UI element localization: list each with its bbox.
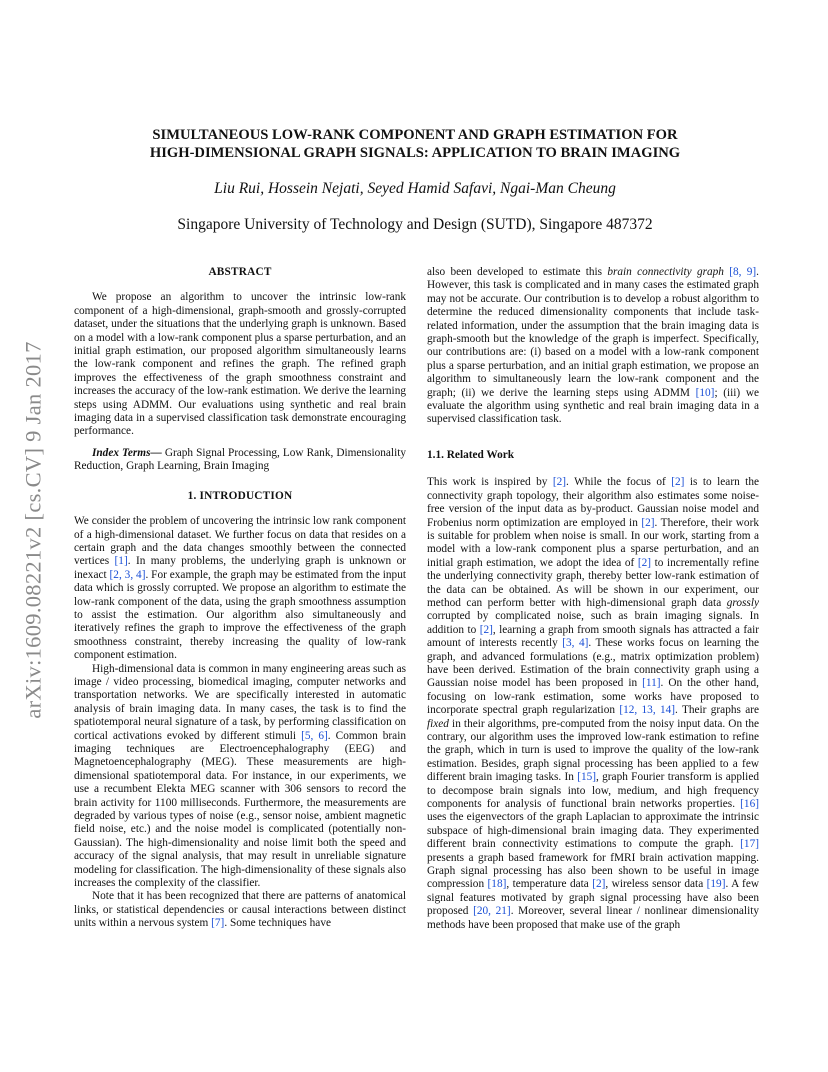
contributions-paragraph: also been developed to estimate this brain connectivity graph [8, 9]. However, this task is complicated and in many cases the estimated graph may not be accurate. Our contribution is to develop a robust algorithm to determine the reduced dimensionality components that include task-related information, under the assumption that the brain imaging data is graph-smooth but the knowledge of the graph is imperfect. Specifically, our contributions are: (i) based on a model with a low-rank component plus a sparse perturbation, and an initial graph estimation, we propose an algorithm to simultaneously learn the low-rank component and the graph; (ii) we derive the learning steps using ADMM [10]; (iii) we evaluate the algorithm using synthetic and real brain imaging data in a supervised classification task. xyxy=(427,266,759,426)
arxiv-identifier-text: arXiv:1609.08221v2 [cs.CV] 9 Jan 2017 xyxy=(21,341,46,719)
citation-link[interactable]: [2] xyxy=(637,556,652,569)
arxiv-identifier-stamp xyxy=(14,300,54,760)
intro-paragraph-2: High-dimensional data is common in many engineering areas such as image / video processing, biomedical imaging, computer networks and transportation networks. We are specifically interested in automatic analysis of brain imaging data. In many cases, the task is to find the spatiotemporal neural signature of a task, by performing classification on cortical activations evoked by different stimuli [5, 6]. Common brain imaging techniques are Electroencephalography (EEG) and Magnetoencephalography (MEG). These measurements are high-dimensional spatiotemporal data. For instance, in our experiments, we use a recumbent Elekta MEG scanner with 306 sensors to record the brain activity for 1100 milliseconds. Furthermore, the measurements are degraded by various types of noise (e.g., sensor noise, ambient magnetic field noise, etc.) and the noise model is complicated (potentially non-Gaussian). The high-dimensionality and noise limit both the speed and accuracy of the signal analysis, that may result in unreliable signature modeling for classification. The high-dimensionality of these signals also increases the complexity of the classifier. xyxy=(74,662,406,890)
citation-link[interactable]: [12, 13, 14] xyxy=(619,704,676,717)
abstract-body: We propose an algorithm to uncover the intrinsic low-rank component of a high-dimensional, graph-smooth and grossly-corrupted dataset, under the situations that the underlying graph is unknown. Based on a model with a low-rank component plus a sparse perturbation, and an initial graph estimation, our proposed algorithm simultaneously learns the low-rank component and refines the graph. The refined graph improves the effectiveness of the graph smoothness constraint and increases the accuracy of the low-rank estimation. We derive the learning steps using ADMM. Our evaluations using synthetic and real brain imaging data in a supervised classification task demonstrate encouraging performance. xyxy=(74,291,406,438)
citation-link[interactable]: [2, 3, 4] xyxy=(109,568,146,581)
intro-paragraph-1: We consider the problem of uncovering the intrinsic low rank component of a high-dimensional dataset. We further focus on data that resides on a certain graph and the data changes smoothly between the connected vertices [1]. In many problems, the underlying graph is unknown or inexact [2, 3, 4]. For example, the graph may be estimated from the input data which is grossly corrupted. We propose an algorithm to estimate the low-rank component of the data, using the graph smoothness assumption to assist the estimation. Our algorithm also simultaneously and iteratively refines the graph to improve the effectiveness of the graph smoothness constraint, thereby increasing the quality of low-rank component estimation. xyxy=(74,515,406,662)
paper-title xyxy=(70,126,760,162)
citation-link[interactable]: [2] xyxy=(671,476,685,489)
citation-link[interactable]: [3, 4] xyxy=(562,637,589,650)
index-terms xyxy=(74,447,406,474)
citation-link[interactable]: [2] xyxy=(479,623,493,636)
paper-affiliation: Singapore University of Technology and Design (SUTD), Singapore 487372 xyxy=(177,216,653,233)
citation-link[interactable]: [16] xyxy=(740,798,759,811)
citation-link[interactable]: [10] xyxy=(695,386,715,399)
paper-title-line-2: HIGH-DIMENSIONAL GRAPH SIGNALS: APPLICATION TO BRAIN IMAGING xyxy=(149,145,681,161)
citation-link[interactable]: [8, 9] xyxy=(729,266,757,278)
citation-link[interactable]: [17] xyxy=(740,838,759,851)
citation-link[interactable]: [18] xyxy=(487,878,507,891)
citation-link[interactable]: [2] xyxy=(592,878,606,891)
citation-link[interactable]: [1] xyxy=(114,555,128,568)
paper-authors: Liu Rui, Hossein Nejati, Seyed Hamid Safavi, Ngai-Man Cheung xyxy=(214,180,616,197)
citation-link[interactable]: [2] xyxy=(552,476,567,489)
index-terms-label: Index Terms— xyxy=(92,446,162,459)
citation-link[interactable]: [7] xyxy=(211,917,225,930)
abstract-heading: ABSTRACT xyxy=(208,266,272,278)
citation-link[interactable]: [5, 6] xyxy=(301,729,328,742)
index-terms-list: Graph Signal Processing, Low Rank, Dimensionality Reduction, Graph Learning, Brain Imaging xyxy=(74,446,406,473)
citation-link[interactable]: [11] xyxy=(642,677,661,690)
left-column xyxy=(74,266,406,931)
citation-link[interactable]: [20, 21] xyxy=(473,905,511,918)
citation-link[interactable]: [2] xyxy=(641,516,655,529)
right-column xyxy=(427,266,759,932)
related-work-heading: 1.1. Related Work xyxy=(427,448,515,461)
citation-link[interactable]: [19] xyxy=(706,878,726,891)
paper-title-line-1: SIMULTANEOUS LOW-RANK COMPONENT AND GRAPH ESTIMATION FOR xyxy=(152,127,678,143)
related-work-paragraph: This work is inspired by [2]. While the focus of [2] is to learn the connectivity graph topology, their algorithm also estimates some noise-free version of the input data as by-product. Gaussian noise model and Frobenius norm optimization are employed in [2]. Therefore, their work is suitable for problem when noise is small. In our work, starting from a model with a low-rank component plus a sparse perturbation, and an initial graph estimation, we adopt the idea of [2] to incrementally refine the underlying connectivity graph, thereby better low-rank estimation of the data can be obtained. As will be shown in our experiment, our method can perform better with high-dimensional graph data grossly corrupted by complicated noise, such as brain imaging signals. In addition to [2], learning a graph from smooth signals has attracted a fair amount of interests recently [3, 4]. These works focus on learning the graph, and advanced formulations (e.g., matrix optimization problem) have been derived. Estimation of the brain connectivity graph using a Gaussian noise model has been proposed in [11]. On the other hand, focusing on low-rank estimation, some works have proposed to incorporate spectral graph regularization [12, 13, 14]. Their graphs are fixed in their algorithms, pre-computed from the noisy input data. On the contrary, our algorithm uses the improved low-rank estimation to refine the graph, which in turn is used to improve the quality of the low-rank estimation. Besides, graph signal processing has been applied to a few different brain imaging tasks. In [15], graph Fourier transform is applied to decompose brain signals into low, medium, and high frequency components for analysis of functional brain networks properties. [16] uses the eigenvectors of the graph Laplacian to approximate the intrinsic subspace of high-dimensional brain imaging data. They experimented different brain connectivity estimations to compute the graph. [17] presents a graph based framework for fMRI brain activation mapping. Graph signal processing has also been shown to be useful in image compression [18], temperature data [2], wireless sensor data [19]. A few signal features motivated by graph signal processing have also been proposed [20, 21]. Moreover, several linear / nonlinear dimensionality methods have been proposed that make use of the graph xyxy=(427,476,759,931)
intro-paragraph-3: Note that it has been recognized that there are patterns of anatomical links, or statistical dependencies or causal interactions between distinct units within a nervous system [7]. Some techniques have xyxy=(74,890,406,930)
introduction-heading: 1. INTRODUCTION xyxy=(187,489,293,502)
citation-link[interactable]: [15] xyxy=(577,771,597,784)
